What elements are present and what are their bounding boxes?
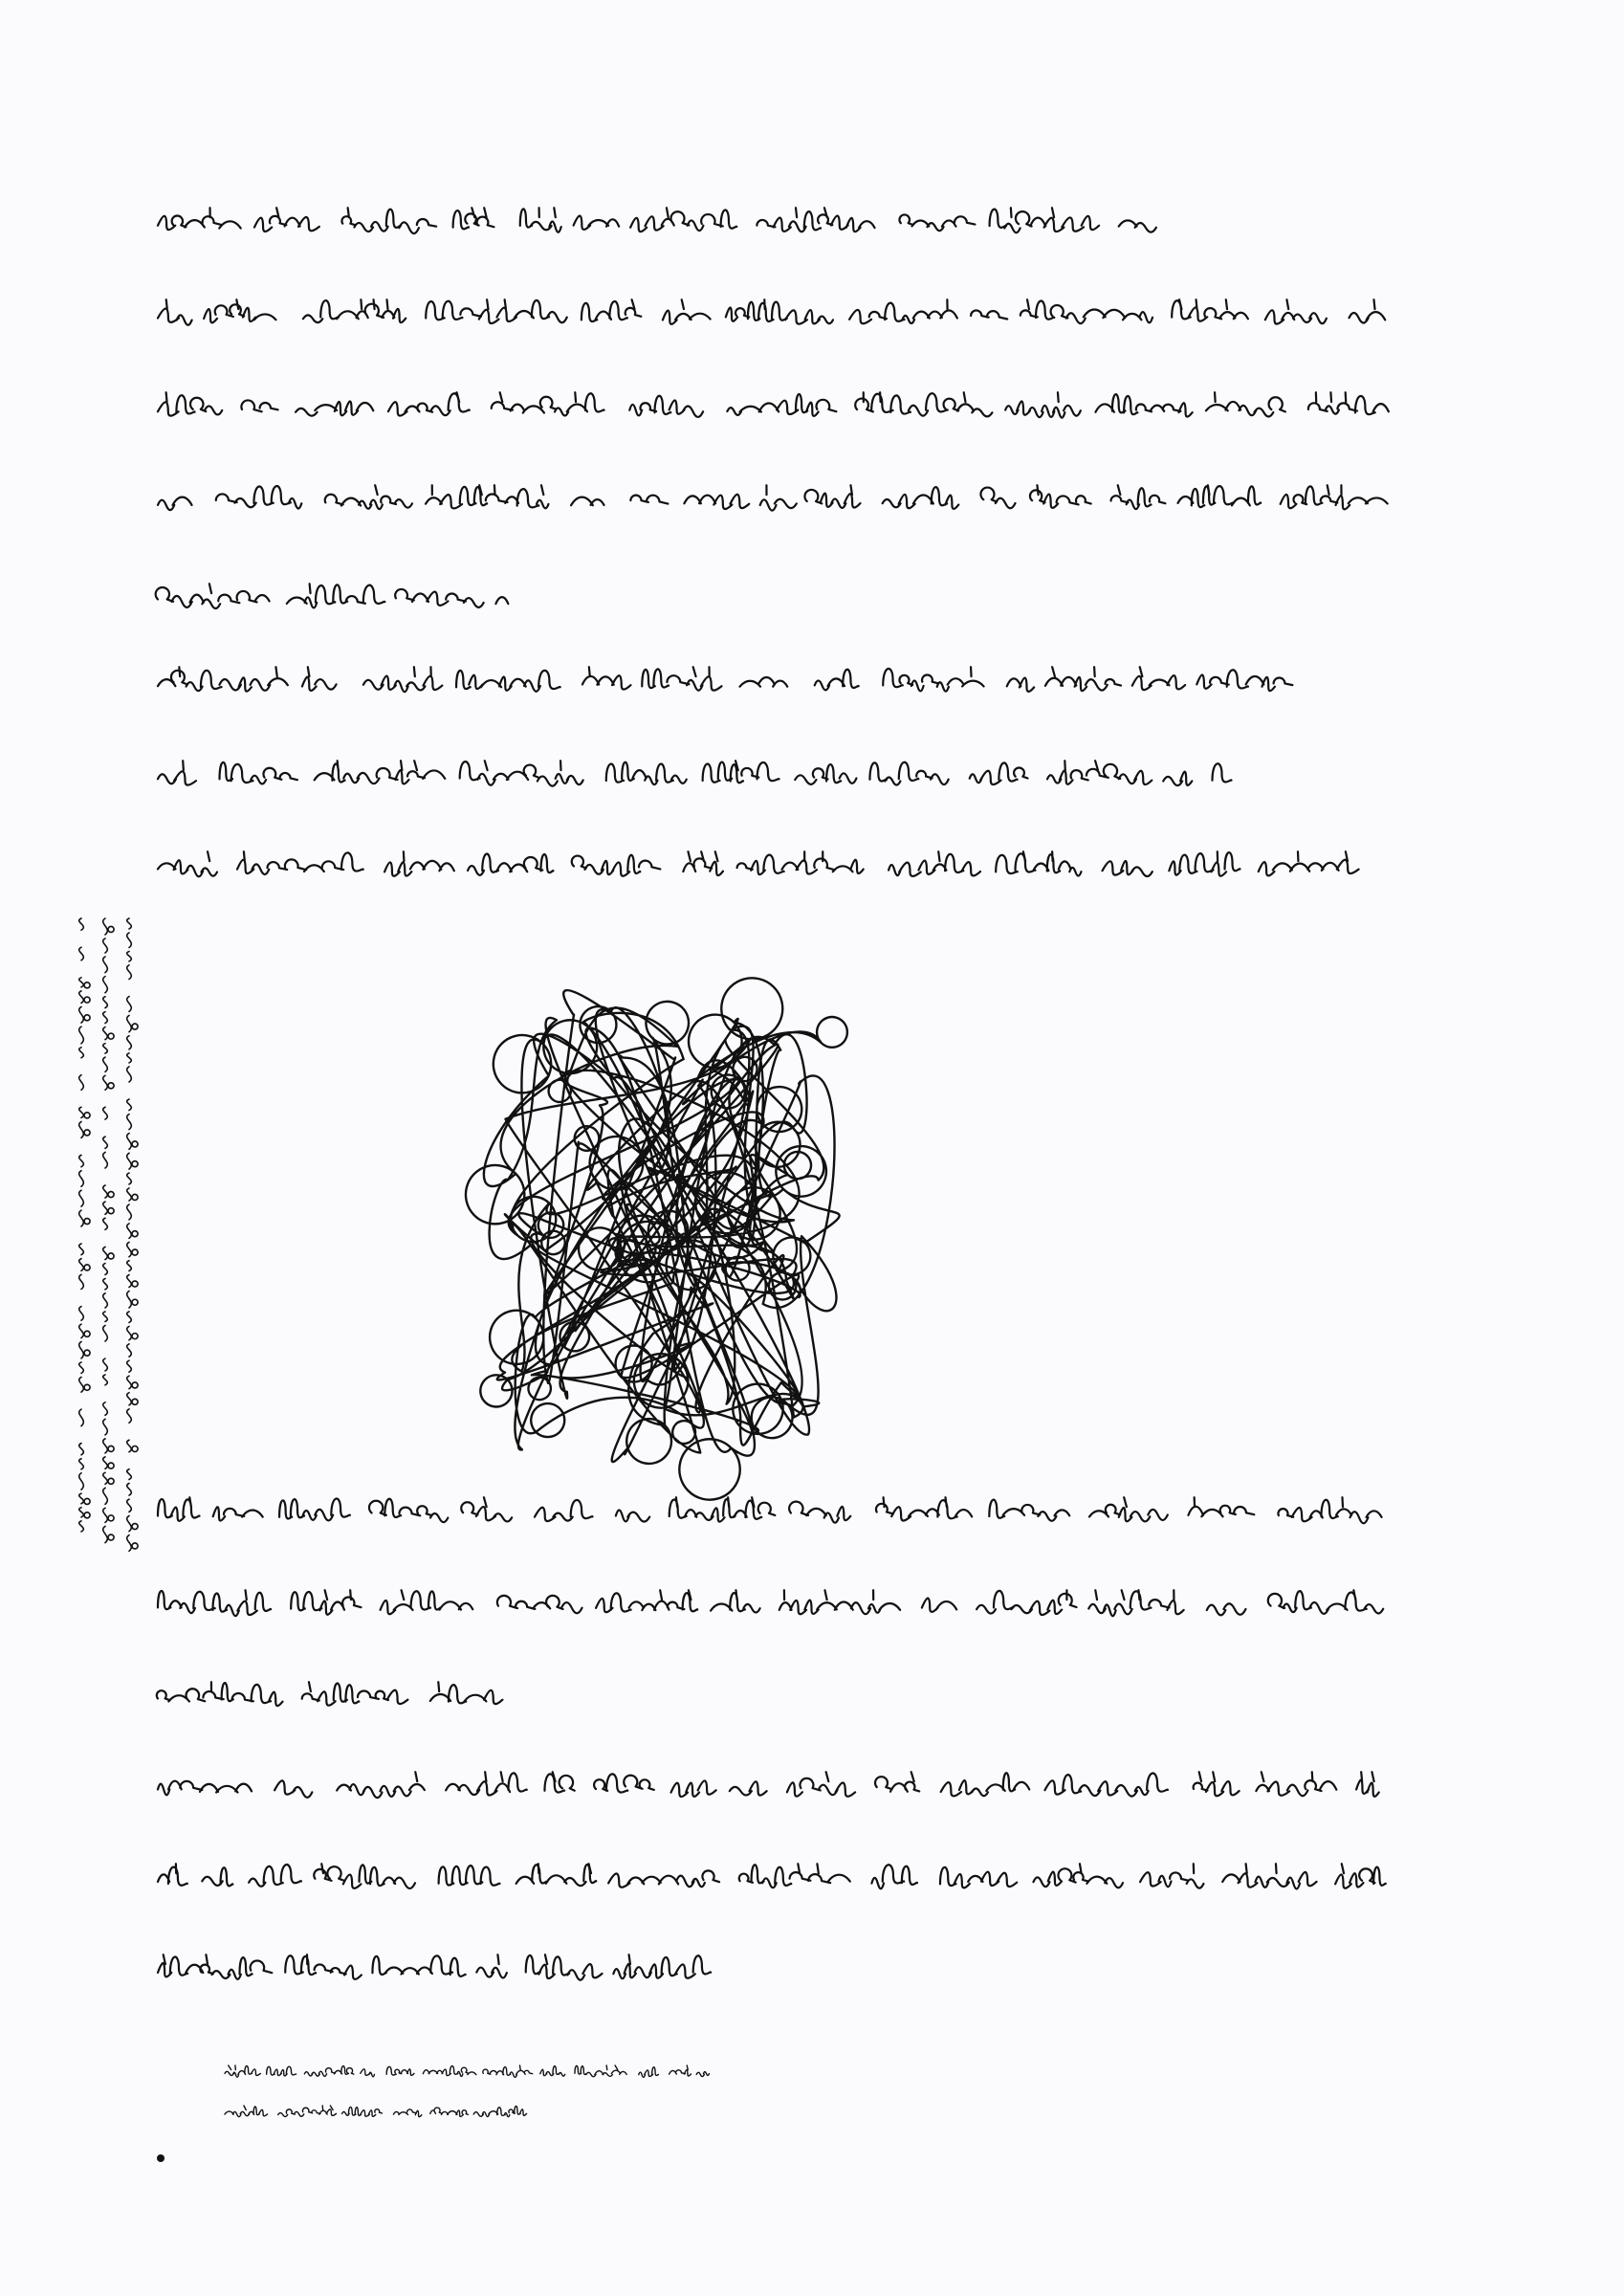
handwritten-stroke — [158, 1590, 1383, 1616]
handwritten-stroke — [158, 1772, 1379, 1798]
text-line-13 — [158, 1864, 1386, 1888]
footnote-line-1 — [225, 2065, 709, 2077]
text-line-12 — [158, 1772, 1379, 1798]
text-line-4 — [158, 485, 1388, 510]
handwritten-stroke — [158, 1954, 711, 1980]
handwritten-stroke — [156, 584, 509, 608]
margin-note — [79, 918, 138, 1551]
text-line-7 — [158, 761, 1232, 785]
handwritten-stroke — [157, 1682, 503, 1706]
text-line-11 — [157, 1682, 503, 1706]
handwritten-stroke — [158, 392, 1389, 417]
handwritten-stroke — [158, 667, 1292, 692]
handwritten-stroke — [158, 761, 1232, 785]
text-line-5 — [156, 584, 509, 608]
text-line-8 — [158, 851, 1359, 876]
handwritten-stroke — [158, 299, 1385, 325]
text-line-9 — [158, 1497, 1382, 1523]
margin-note-column-3 — [127, 918, 138, 1551]
handwritten-stroke — [158, 1864, 1386, 1888]
tangled-loop-drawing — [466, 978, 847, 1499]
margin-note-column-1 — [79, 918, 90, 1532]
text-line-14 — [158, 1954, 711, 1980]
text-line-10 — [158, 1590, 1383, 1616]
handwritten-stroke — [158, 485, 1388, 510]
handwritten-stroke — [225, 2106, 527, 2117]
margin-note-column-2 — [103, 918, 114, 1543]
text-line-3 — [158, 392, 1389, 417]
text-line-2 — [158, 299, 1385, 325]
drawing-stroke — [466, 978, 847, 1499]
footnote-line-2 — [225, 2106, 527, 2117]
bullet-dot — [157, 2154, 165, 2162]
handwritten-stroke — [225, 2065, 709, 2077]
text-line-1 — [158, 208, 1156, 233]
handwritten-stroke — [158, 1497, 1382, 1523]
handwritten-stroke — [158, 208, 1156, 233]
handwritten-stroke — [158, 851, 1359, 876]
text-line-6 — [158, 667, 1292, 692]
